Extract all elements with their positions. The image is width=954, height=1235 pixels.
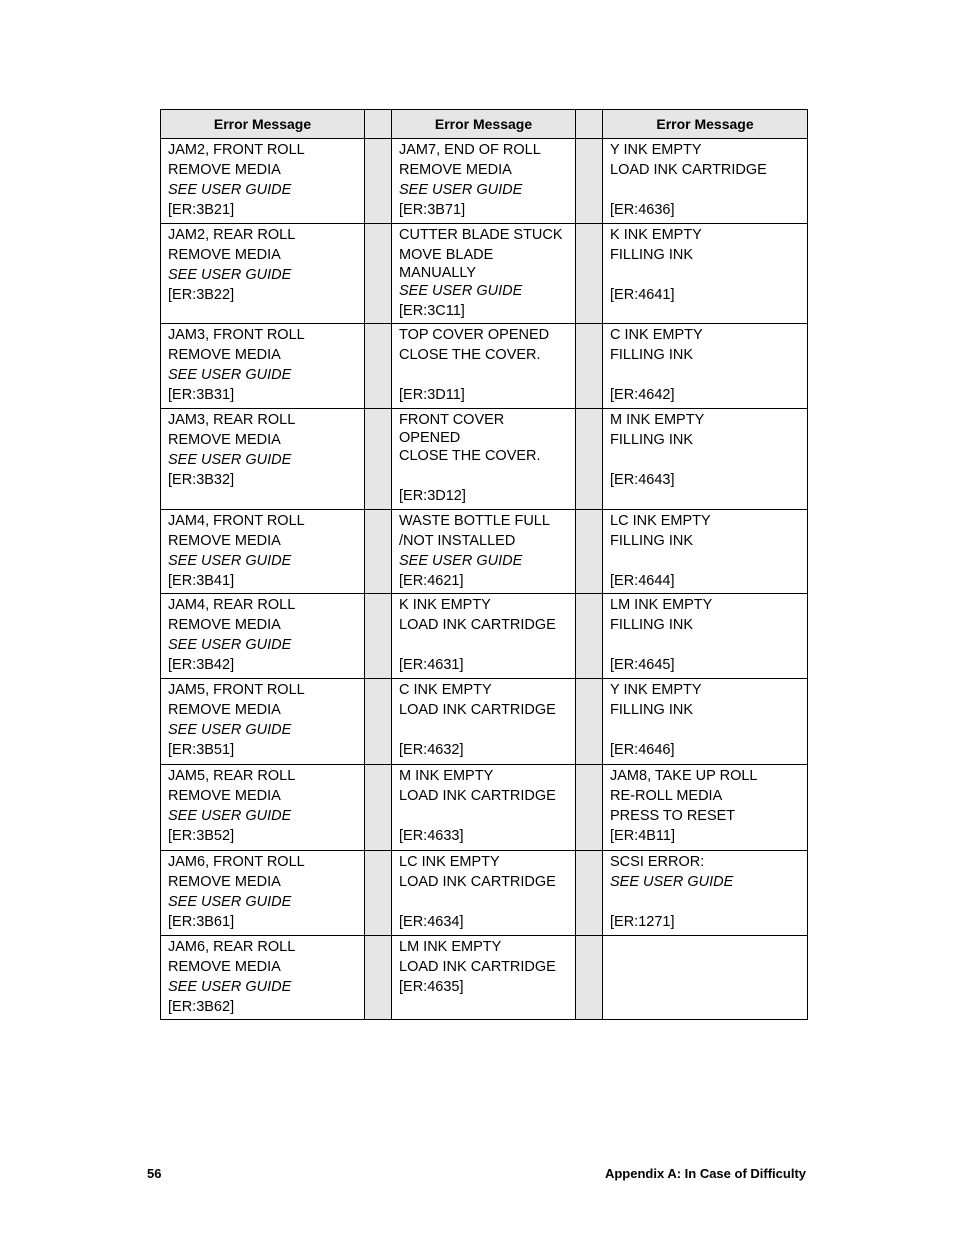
message-line: JAM3, REAR ROLL bbox=[168, 412, 296, 428]
table-row bbox=[161, 765, 808, 851]
message-line: REMOVE MEDIA bbox=[168, 874, 281, 890]
message-line: REMOVE MEDIA bbox=[399, 162, 512, 178]
column-spacer bbox=[365, 139, 392, 224]
message-line: [ER:3B31] bbox=[168, 387, 235, 403]
error-message-cell bbox=[392, 679, 576, 765]
message-line: SEE USER GUIDE bbox=[168, 267, 292, 283]
error-message-cell bbox=[603, 594, 808, 679]
message-line: LM INK EMPTY bbox=[399, 939, 502, 955]
message-line: JAM6, REAR ROLL bbox=[168, 939, 296, 955]
column-header: Error Message bbox=[161, 110, 365, 139]
message-line: SEE USER GUIDE bbox=[168, 553, 292, 569]
column-spacer bbox=[576, 510, 603, 594]
message-line: M INK EMPTY bbox=[610, 412, 705, 428]
error-message-cell bbox=[392, 594, 576, 679]
message-line: [ER:3B62] bbox=[168, 999, 235, 1015]
message-line: [ER:4634] bbox=[399, 914, 464, 930]
message-line: [ER:4633] bbox=[399, 828, 464, 844]
table-row bbox=[161, 409, 808, 510]
column-spacer bbox=[576, 110, 603, 139]
message-line: FILLING INK bbox=[610, 247, 693, 263]
error-message-cell bbox=[161, 324, 365, 409]
error-message-cell bbox=[161, 936, 365, 1020]
column-spacer bbox=[365, 765, 392, 851]
message-line: SEE USER GUIDE bbox=[399, 182, 523, 198]
error-message-cell bbox=[392, 851, 576, 936]
message-line: RE-ROLL MEDIA bbox=[610, 788, 723, 804]
message-line: MANUALLY bbox=[399, 265, 477, 281]
column-spacer bbox=[576, 679, 603, 765]
message-line: SEE USER GUIDE bbox=[399, 553, 523, 569]
message-line: [ER:4B11] bbox=[610, 828, 676, 844]
error-message-cell bbox=[603, 851, 808, 936]
message-line: [ER:1271] bbox=[610, 914, 675, 930]
message-line: C INK EMPTY bbox=[399, 682, 492, 698]
column-header: Error Message bbox=[603, 110, 808, 139]
message-line: FILLING INK bbox=[610, 617, 693, 633]
error-message-cell bbox=[161, 679, 365, 765]
message-line bbox=[610, 180, 803, 200]
column-spacer bbox=[576, 224, 603, 324]
message-line: PRESS TO RESET bbox=[610, 808, 736, 824]
message-line: [ER:4645] bbox=[610, 657, 675, 673]
message-line: LOAD INK CARTRIDGE bbox=[399, 702, 556, 718]
message-line: JAM4, FRONT ROLL bbox=[168, 513, 305, 529]
error-message-cell bbox=[392, 139, 576, 224]
column-spacer bbox=[365, 936, 392, 1020]
column-spacer bbox=[576, 409, 603, 510]
column-spacer bbox=[365, 110, 392, 139]
message-line: SEE USER GUIDE bbox=[168, 182, 292, 198]
error-message-cell bbox=[392, 765, 576, 851]
error-message-table bbox=[160, 109, 808, 1020]
message-line: LOAD INK CARTRIDGE bbox=[399, 617, 556, 633]
error-message-cell bbox=[161, 224, 365, 324]
column-spacer bbox=[365, 324, 392, 409]
error-message-cell bbox=[603, 679, 808, 765]
column-spacer bbox=[576, 851, 603, 936]
column-spacer bbox=[576, 139, 603, 224]
error-message-cell bbox=[392, 324, 576, 409]
message-line: [ER:4636] bbox=[610, 202, 675, 218]
table-row bbox=[161, 224, 808, 324]
message-line: FILLING INK bbox=[610, 432, 693, 448]
message-line bbox=[610, 365, 803, 385]
message-line: SEE USER GUIDE bbox=[168, 637, 292, 653]
message-line: REMOVE MEDIA bbox=[168, 247, 281, 263]
message-line: FILLING INK bbox=[610, 533, 693, 549]
error-message-cell bbox=[603, 224, 808, 324]
message-line: SEE USER GUIDE bbox=[399, 283, 523, 299]
message-line: [ER:4642] bbox=[610, 387, 675, 403]
message-line: LM INK EMPTY bbox=[610, 597, 713, 613]
message-line: [ER:3B52] bbox=[168, 828, 235, 844]
page-number: 56 bbox=[147, 1166, 162, 1181]
message-line bbox=[610, 450, 803, 470]
error-message-cell bbox=[161, 594, 365, 679]
message-line: SEE USER GUIDE bbox=[168, 894, 292, 910]
message-line: K INK EMPTY bbox=[610, 227, 702, 243]
message-line: [ER:3C11] bbox=[399, 303, 465, 319]
message-line: [ER:3B22] bbox=[168, 287, 235, 303]
message-line: LOAD INK CARTRIDGE bbox=[610, 162, 767, 178]
message-line: [ER:3D11] bbox=[399, 387, 465, 403]
message-line: [ER:3B41] bbox=[168, 573, 235, 589]
message-line: LOAD INK CARTRIDGE bbox=[399, 788, 556, 804]
error-message-cell bbox=[392, 224, 576, 324]
message-line: SEE USER GUIDE bbox=[168, 367, 292, 383]
message-line: K INK EMPTY bbox=[399, 597, 491, 613]
message-line: [ER:3B42] bbox=[168, 657, 235, 673]
message-line: [ER:4643] bbox=[610, 472, 675, 488]
message-line bbox=[610, 265, 803, 285]
message-line: [ER:3B71] bbox=[399, 202, 466, 218]
message-line: REMOVE MEDIA bbox=[168, 959, 281, 975]
message-line: JAM5, REAR ROLL bbox=[168, 768, 296, 784]
message-line: REMOVE MEDIA bbox=[168, 788, 281, 804]
error-message-cell bbox=[392, 409, 576, 510]
column-spacer bbox=[576, 324, 603, 409]
message-line: REMOVE MEDIA bbox=[168, 617, 281, 633]
message-line: [ER:4635] bbox=[399, 979, 464, 995]
error-message-cell bbox=[161, 510, 365, 594]
message-line: LOAD INK CARTRIDGE bbox=[399, 874, 556, 890]
error-message-cell bbox=[161, 765, 365, 851]
message-line: [ER:4641] bbox=[610, 287, 675, 303]
table-row bbox=[161, 679, 808, 765]
message-line: JAM5, FRONT ROLL bbox=[168, 682, 305, 698]
column-spacer bbox=[576, 594, 603, 679]
message-line: JAM7, END OF ROLL bbox=[399, 142, 541, 158]
table-row bbox=[161, 324, 808, 409]
column-spacer bbox=[365, 594, 392, 679]
message-line: [ER:3B61] bbox=[168, 914, 235, 930]
message-line: [ER:4632] bbox=[399, 742, 464, 758]
message-line bbox=[610, 892, 803, 912]
column-spacer bbox=[365, 224, 392, 324]
message-line: REMOVE MEDIA bbox=[168, 347, 281, 363]
message-line: CUTTER BLADE STUCK bbox=[399, 227, 563, 243]
message-line: OPENED bbox=[399, 430, 461, 446]
error-message-cell bbox=[161, 409, 365, 510]
error-message-cell bbox=[392, 510, 576, 594]
column-header: Error Message bbox=[392, 110, 576, 139]
message-line: /NOT INSTALLED bbox=[399, 533, 516, 549]
table-row bbox=[161, 594, 808, 679]
message-line bbox=[610, 635, 803, 655]
message-line: REMOVE MEDIA bbox=[168, 432, 281, 448]
table-row bbox=[161, 851, 808, 936]
message-line: C INK EMPTY bbox=[610, 327, 703, 343]
message-line bbox=[399, 892, 571, 912]
message-line: M INK EMPTY bbox=[399, 768, 494, 784]
message-line bbox=[399, 466, 571, 486]
message-line: REMOVE MEDIA bbox=[168, 162, 281, 178]
message-line: REMOVE MEDIA bbox=[168, 702, 281, 718]
error-message-cell bbox=[603, 324, 808, 409]
column-spacer bbox=[365, 409, 392, 510]
message-line: [ER:4646] bbox=[610, 742, 675, 758]
message-line: TOP COVER OPENED bbox=[399, 327, 550, 343]
message-line: [ER:3B51] bbox=[168, 742, 235, 758]
message-line: SEE USER GUIDE bbox=[168, 722, 292, 738]
message-line: FILLING INK bbox=[610, 347, 693, 363]
message-line: LOAD INK CARTRIDGE bbox=[399, 959, 556, 975]
message-line bbox=[399, 806, 571, 826]
table-row bbox=[161, 139, 808, 224]
table-row bbox=[161, 510, 808, 594]
message-line: SEE USER GUIDE bbox=[168, 979, 292, 995]
error-message-cell bbox=[603, 139, 808, 224]
message-line: Y INK EMPTY bbox=[610, 682, 702, 698]
message-line: [ER:3B21] bbox=[168, 202, 235, 218]
column-spacer bbox=[576, 936, 603, 1020]
message-line bbox=[399, 635, 571, 655]
message-line: JAM8, TAKE UP ROLL bbox=[610, 768, 758, 784]
message-line bbox=[399, 365, 571, 385]
message-line: [ER:3D12] bbox=[399, 488, 466, 504]
error-message-cell bbox=[603, 765, 808, 851]
message-line bbox=[610, 551, 803, 571]
footer-section-title: Appendix A: In Case of Difficulty bbox=[604, 1166, 806, 1181]
error-message-cell bbox=[161, 139, 365, 224]
message-line: [ER:4621] bbox=[399, 573, 464, 589]
message-line: CLOSE THE COVER. bbox=[399, 347, 541, 363]
message-line: [ER:3B32] bbox=[168, 472, 235, 488]
message-line: SEE USER GUIDE bbox=[610, 874, 734, 890]
message-line: MOVE BLADE bbox=[399, 247, 494, 263]
error-message-cell bbox=[603, 936, 808, 1020]
message-line: FRONT COVER bbox=[399, 412, 505, 428]
error-message-cell bbox=[392, 936, 576, 1020]
message-line: [ER:4631] bbox=[399, 657, 464, 673]
column-spacer bbox=[365, 851, 392, 936]
error-message-cell bbox=[603, 510, 808, 594]
message-line: [ER:4644] bbox=[610, 573, 675, 589]
error-table-body bbox=[161, 139, 808, 1020]
message-line bbox=[399, 720, 571, 740]
message-line: JAM4, REAR ROLL bbox=[168, 597, 296, 613]
header-row bbox=[161, 110, 808, 139]
message-line: Y INK EMPTY bbox=[610, 142, 702, 158]
message-line: WASTE BOTTLE FULL bbox=[399, 513, 550, 529]
message-line: CLOSE THE COVER. bbox=[399, 448, 541, 464]
column-spacer bbox=[365, 679, 392, 765]
error-message-cell bbox=[603, 409, 808, 510]
message-line: SCSI ERROR: bbox=[610, 854, 705, 870]
message-line: JAM2, REAR ROLL bbox=[168, 227, 296, 243]
column-spacer bbox=[576, 765, 603, 851]
message-line: JAM3, FRONT ROLL bbox=[168, 327, 305, 343]
column-spacer bbox=[365, 510, 392, 594]
message-line: LC INK EMPTY bbox=[610, 513, 711, 529]
error-message-cell bbox=[161, 851, 365, 936]
message-line: JAM2, FRONT ROLL bbox=[168, 142, 305, 158]
message-line: FILLING INK bbox=[610, 702, 693, 718]
message-line bbox=[610, 720, 803, 740]
message-line: REMOVE MEDIA bbox=[168, 533, 281, 549]
table-row bbox=[161, 936, 808, 1020]
message-line: SEE USER GUIDE bbox=[168, 452, 292, 468]
message-line: SEE USER GUIDE bbox=[168, 808, 292, 824]
message-line: LC INK EMPTY bbox=[399, 854, 500, 870]
message-line: JAM6, FRONT ROLL bbox=[168, 854, 305, 870]
